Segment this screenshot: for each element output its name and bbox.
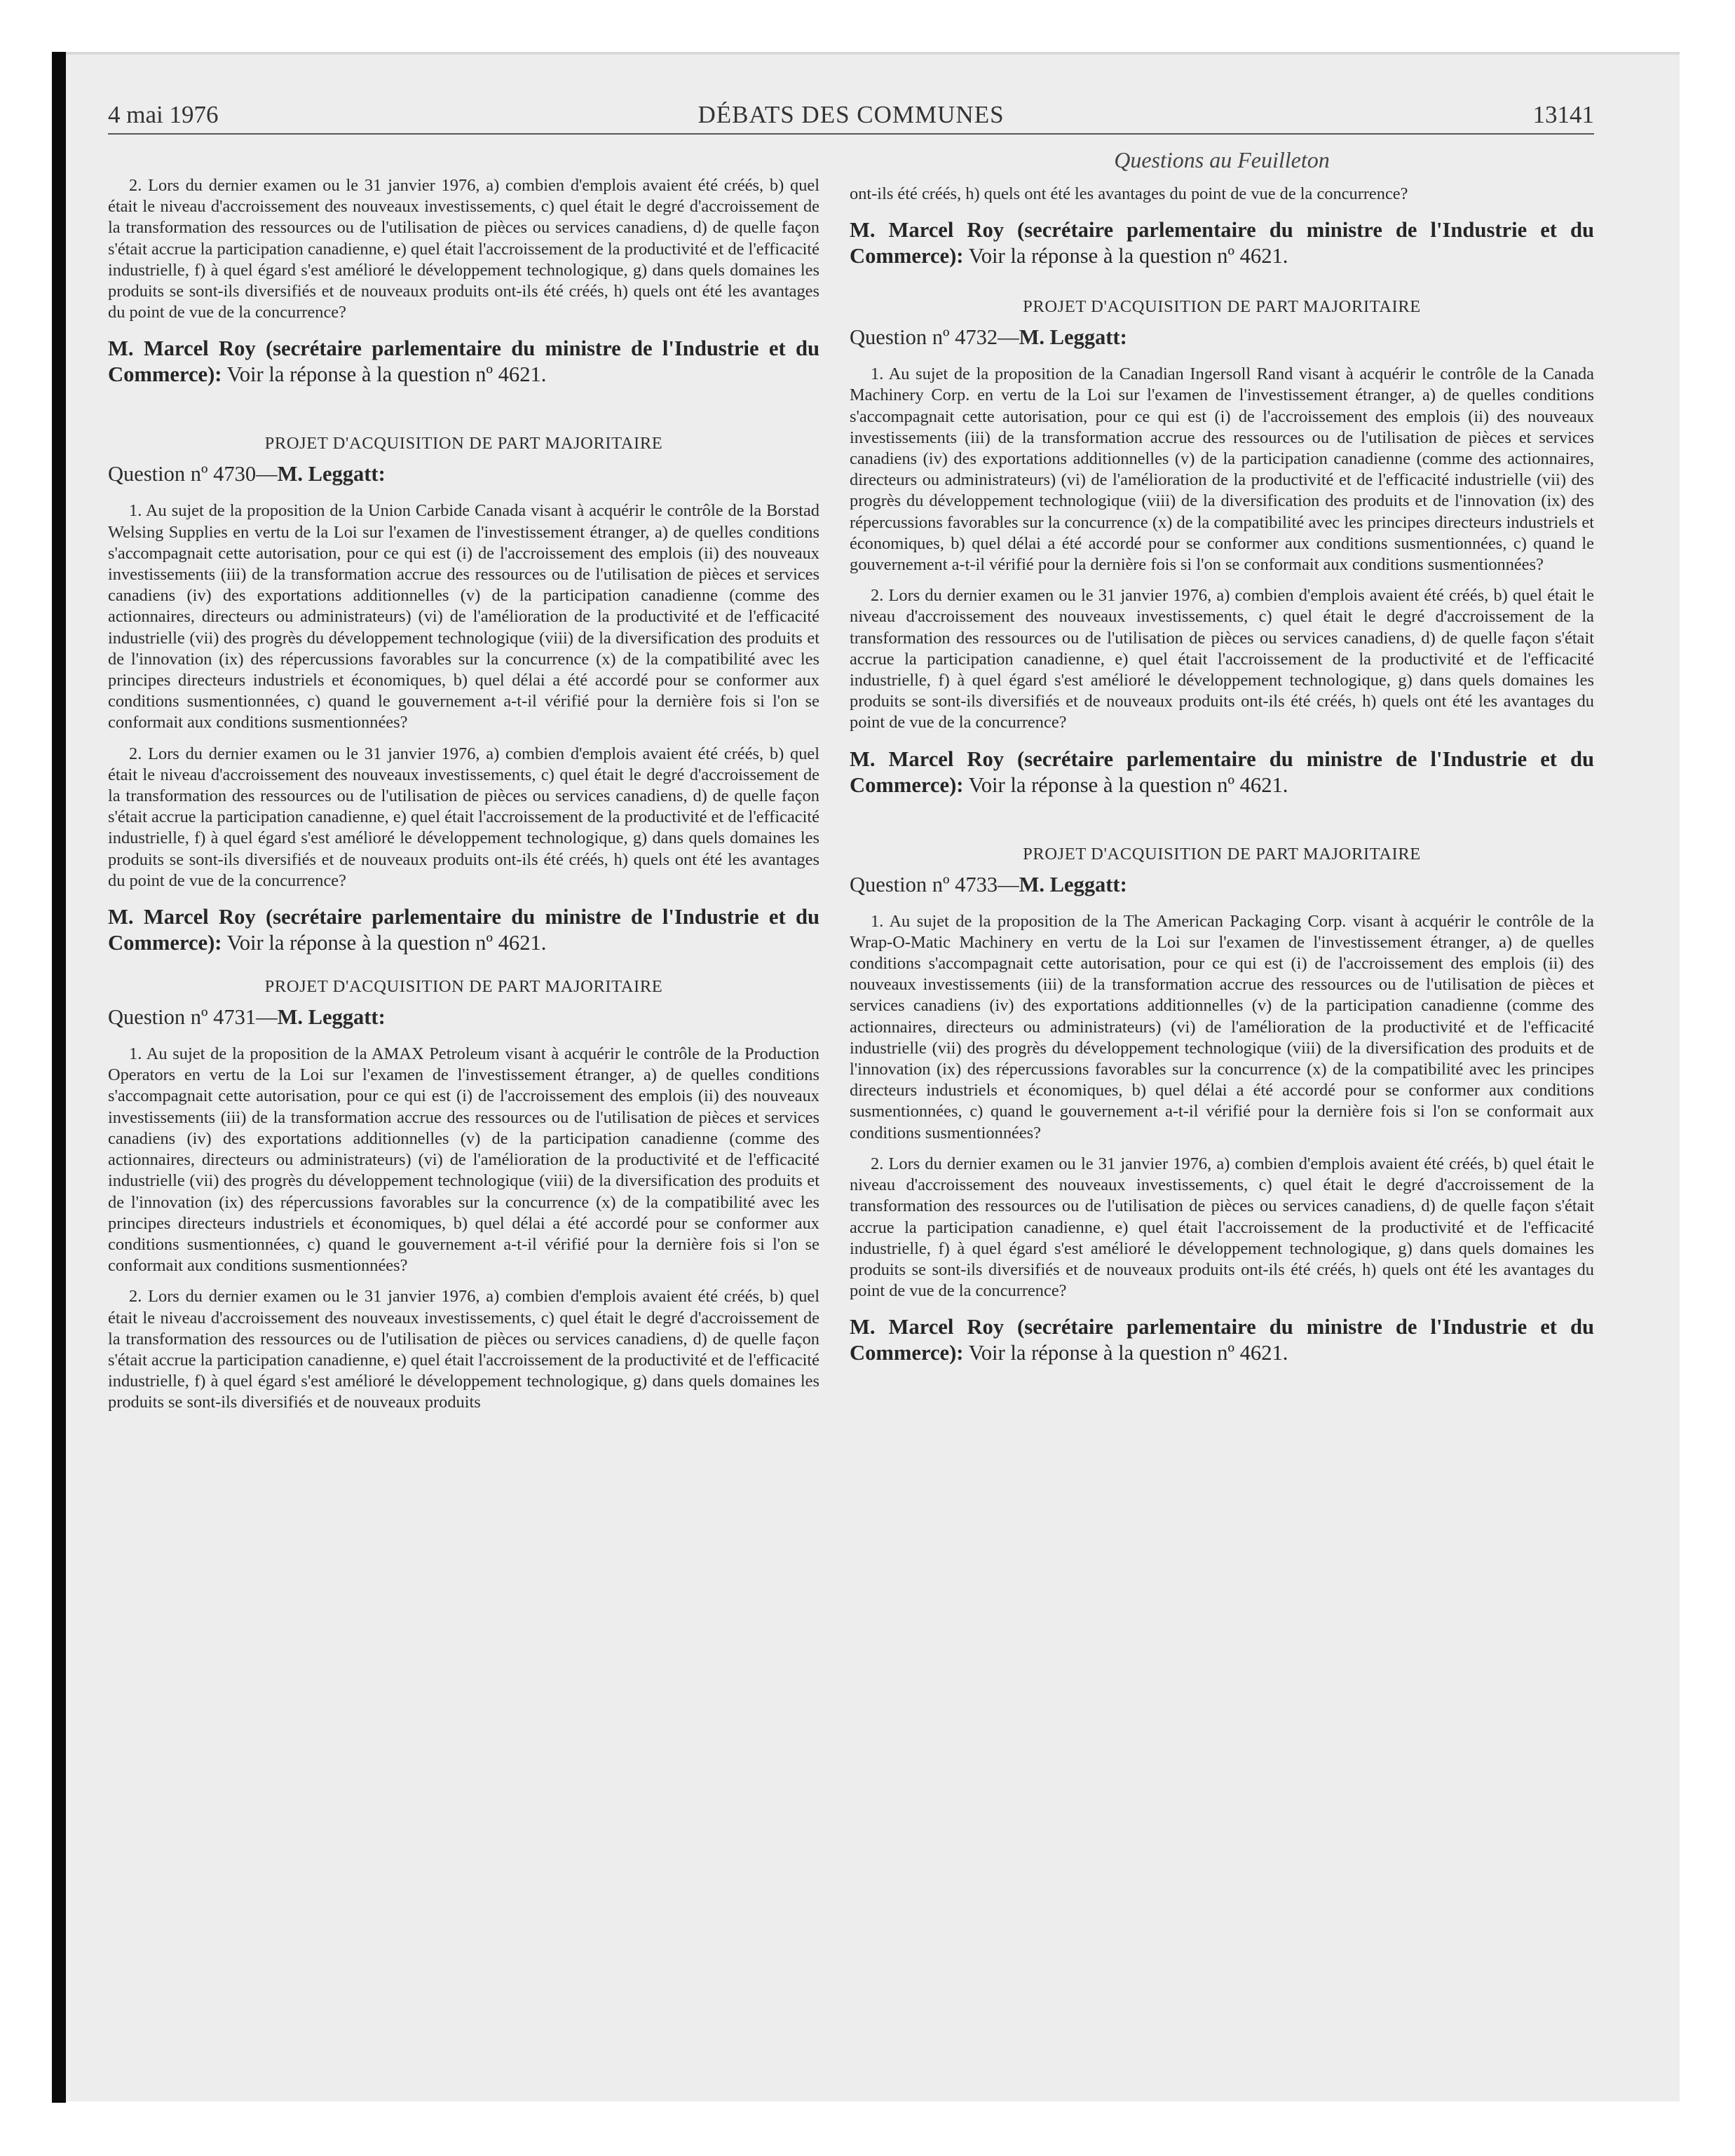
paragraph: 1. Au sujet de la proposition de la AMAX Petroleum visant à acquérir le contrôle de la Production Operators en vertu de la Loi sur l'examen de l'investissement étranger, a) de quelles conditions s'accompagnait cette autorisation, pour ce qui est (i) de l'accroissement des emplois (ii) des nouveaux investissements (iii) de la transformation accrue des ressources ou de l'utilisation de pièces et services canadiens (iv) des exportations additionnelles (v) de la participation canadienne (comme des actionnaires, directeurs ou administrateurs) (vi) de l'amélioration de la productivité et de l'efficacité industrielle (vii) des progrès du développement technologique (viii) de la diversification des produits et de l'innovation (ix) des répercussions favorables sur la concurrence (x) de la compatibilité avec les principes directeurs industriels et économiques, b) quel délai a été accordé pour se conformer aux conditions susmentionnées, c) quand le gouvernement a-t-il vérifié pour la dernière fois si l'on se conformait aux conditions susmentionnées?: [108, 1044, 819, 1276]
section-title: PROJET D'ACQUISITION DE PART MAJORITAIRE: [1023, 297, 1421, 317]
question-heading: [108, 462, 819, 486]
reply-text: Voir la réponse à la question nº 4621.: [222, 362, 547, 387]
paragraph: 2. Lors du dernier examen ou le 31 janvier 1976, a) combien d'emplois avaient été créés, b) quel était le niveau d'accroissement des nouveaux investissements, c) quel était le degré d'accroissement de la transformation des ressources ou de l'utilisation de pièces ou services canadiens, d) de quelle façon s'était accrue la participation canadienne, e) quel était l'accroissement de la productivité et de l'efficacité industrielle, f) à quel égard s'est amélioré le développement technologique, g) dans quels domaines les produits se sont-ils diversifiés et de nouveaux produits ont-ils été créés, h) quels ont été les avantages du point de vue de la concurrence?: [850, 1154, 1594, 1301]
paragraph: 2. Lors du dernier examen ou le 31 janvier 1976, a) combien d'emplois avaient été créés, b) quel était le niveau d'accroissement des nouveaux investissements, c) quel était le degré d'accroissement de la transformation des ressources ou de l'utilisation de pièces ou services canadiens, d) de quelle façon s'était accrue la participation canadienne, e) quel était l'accroissement de la productivité et de l'efficacité industrielle, f) à quel égard s'est amélioré le développement technologique, g) dans quels domaines les produits se sont-ils diversifiés et de nouveaux produits ont-ils été créés, h) quels ont été les avantages du point de vue de la concurrence?: [108, 176, 819, 322]
reply-speaker: M. Marcel Roy (secrétaire parlementaire du ministre de l'Industrie et du Commerce):: [108, 905, 819, 955]
question-asker: M. Leggatt:: [277, 1005, 386, 1030]
header-date: 4 mai 1976: [108, 101, 219, 128]
paragraph: 2. Lors du dernier examen ou le 31 janvier 1976, a) combien d'emplois avaient été créés, b) quel était le niveau d'accroissement des nouveaux investissements, c) quel était le degré d'accroissement de la transformation des ressources ou de l'utilisation de pièces ou services canadiens, d) de quelle façon s'était accrue la participation canadienne, e) quel était l'accroissement de la productivité et de l'efficacité industrielle, f) à quel égard s'est amélioré le développement technologique, g) dans quels domaines les produits se sont-ils diversifiés et de nouveaux produits ont-ils été créés, h) quels ont été les avantages du point de vue de la concurrence?: [850, 586, 1594, 732]
reply-text: Voir la réponse à la question nº 4621.: [963, 244, 1288, 268]
reply-block: [108, 904, 819, 956]
header-page-number: 13141: [1532, 101, 1594, 128]
reply-block: [850, 217, 1594, 269]
left-column: [108, 175, 819, 1424]
page-header: [108, 101, 1594, 132]
question-asker: M. Leggatt:: [277, 462, 386, 486]
running-head: Questions au Feuilleton: [1114, 147, 1330, 172]
scan-edge-strip: [52, 52, 66, 2103]
paragraph: 1. Au sujet de la proposition de la Canadian Ingersoll Rand visant à acquérir le contrôle de la Canada Machinery Corp. en vertu de la Loi sur l'examen de l'investissement étranger, a) de quelles conditions s'accompagnait cette autorisation, pour ce qui est (i) de l'accroissement des emplois (ii) des nouveaux investissements (iii) de la transformation accrue des ressources ou de l'utilisation de pièces et services canadiens (iv) des exportations additionnelles (v) de la participation canadienne (comme des actionnaires, directeurs ou administrateurs) (vi) de l'amélioration de la productivité et de l'efficacité industrielle (vii) des progrès du développement technologique (viii) de la diversification des produits et de l'innovation (ix) des répercussions favorables sur la concurrence (x) de la compatibilité avec les principes directeurs industriels et économiques, b) quel délai a été accordé pour se conformer aux conditions susmentionnées, c) quand le gouvernement a-t-il vérifié pour la dernière fois si l'on se conformait aux conditions susmentionnées?: [850, 364, 1594, 575]
reply-text: Voir la réponse à la question nº 4621.: [963, 1341, 1288, 1365]
question-number: Question nº 4730—: [108, 462, 278, 486]
paragraph: 1. Au sujet de la proposition de la Union Carbide Canada visant à acquérir le contrôle de la Borstad Welsing Supplies en vertu de la Loi sur l'examen de l'investissement étranger, a) de quelles conditions s'accompagnait cette autorisation, pour ce qui est (i) de l'accroissement des emplois (ii) des nouveaux investissements (iii) de la transformation accrue des ressources ou de l'utilisation de pièces et services canadiens (iv) des exportations additionnelles (v) de la participation canadienne (comme des actionnaires, directeurs ou administrateurs) (vi) de l'amélioration de la productivité et de l'efficacité industrielle (vii) des progrès du développement technologique (viii) de la diversification des produits et de l'innovation (ix) des répercussions favorables sur la concurrence (x) de la compatibilité avec les principes directeurs industriels et économiques, b) quel délai a été accordé pour se conformer aux conditions susmentionnées, c) quand le gouvernement a-t-il vérifié pour la dernière fois si l'on se conformait aux conditions susmentionnées?: [108, 501, 819, 732]
right-column: [850, 184, 1594, 1384]
reply-block: [850, 1314, 1594, 1366]
reply-block: [850, 746, 1594, 798]
reply-block: [108, 336, 819, 388]
reply-speaker: M. Marcel Roy (secrétaire parlementaire du ministre de l'Industrie et du Commerce):: [850, 746, 1594, 797]
section-title: PROJET D'ACQUISITION DE PART MAJORITAIRE: [264, 434, 663, 453]
reply-speaker: M. Marcel Roy (secrétaire parlementaire du ministre de l'Industrie et du Commerce):: [850, 1315, 1594, 1365]
question-number: Question nº 4733—: [850, 872, 1019, 896]
paragraph-continuation: ont-ils été créés, h) quels ont été les avantages du point de vue de la concurrence?: [850, 184, 1408, 203]
header-publication: DÉBATS DES COMMUNES: [698, 101, 1005, 128]
paragraph: 2. Lors du dernier examen ou le 31 janvier 1976, a) combien d'emplois avaient été créés, b) quel était le niveau d'accroissement des nouveaux investissements, c) quel était le degré d'accroissement de la transformation des ressources ou de l'utilisation de pièces ou services canadiens, d) de quelle façon s'était accrue la participation canadienne, e) quel était l'accroissement de la productivité et de l'efficacité industrielle, f) à quel égard s'est amélioré le développement technologique, g) dans quels domaines les produits se sont-ils diversifiés et de nouveaux produits ont-ils été créés, h) quels ont été les avantages du point de vue de la concurrence?: [108, 744, 819, 890]
question-heading: [108, 1005, 819, 1030]
question-asker: M. Leggatt:: [1019, 325, 1127, 350]
paragraph: 1. Au sujet de la proposition de la The American Packaging Corp. visant à acquérir le contrôle de la Wrap-O-Matic Machinery en vertu de la Loi sur l'examen de l'investissement étranger, a) de quelles conditions s'accompagnait cette autorisation, pour ce qui est (i) de l'accroissement des emplois (ii) des nouveaux investissements (iii) de la transformation accrue des ressources ou de l'utilisation de pièces et services canadiens (iv) des exportations additionnelles (v) de la participation canadienne (comme des actionnaires, directeurs ou administrateurs) (vi) de l'amélioration de la productivité et de l'efficacité industrielle (vii) des progrès du développement technologique (viii) de la diversification des produits et de l'innovation (ix) des répercussions favorables sur la concurrence (x) de la compatibilité avec les principes directeurs industriels et économiques, b) quel délai a été accordé pour se conformer aux conditions susmentionnées, c) quand le gouvernement a-t-il vérifié pour la dernière fois si l'on se conformait aux conditions susmentionnées?: [850, 911, 1594, 1142]
section-title: PROJET D'ACQUISITION DE PART MAJORITAIRE: [264, 977, 663, 997]
question-number: Question nº 4731—: [108, 1005, 278, 1030]
question-heading: [850, 873, 1594, 897]
question-heading: [850, 325, 1594, 350]
header-rule: [108, 133, 1594, 135]
reply-text: Voir la réponse à la question nº 4621.: [963, 772, 1288, 797]
reply-speaker: M. Marcel Roy (secrétaire parlementaire du ministre de l'Industrie et du Commerce):: [850, 218, 1594, 268]
question-number: Question nº 4732—: [850, 325, 1019, 350]
reply-speaker: M. Marcel Roy (secrétaire parlementaire du ministre de l'Industrie et du Commerce):: [108, 336, 819, 387]
paragraph: 2. Lors du dernier examen ou le 31 janvier 1976, a) combien d'emplois avaient été créés, b) quel était le niveau d'accroissement des nouveaux investissements, c) quel était le degré d'accroissement de la transformation des ressources ou de l'utilisation de pièces ou services canadiens, d) de quelle façon s'était accrue la participation canadienne, e) quel était l'accroissement de la productivité et de l'efficacité industrielle, f) à quel égard s'est amélioré le développement technologique, g) dans quels domaines les produits se sont-ils diversifiés et de nouveaux produits: [108, 1287, 819, 1412]
reply-text: Voir la réponse à la question nº 4621.: [222, 931, 547, 955]
section-title: PROJET D'ACQUISITION DE PART MAJORITAIRE: [1023, 844, 1421, 864]
question-asker: M. Leggatt:: [1019, 872, 1127, 896]
